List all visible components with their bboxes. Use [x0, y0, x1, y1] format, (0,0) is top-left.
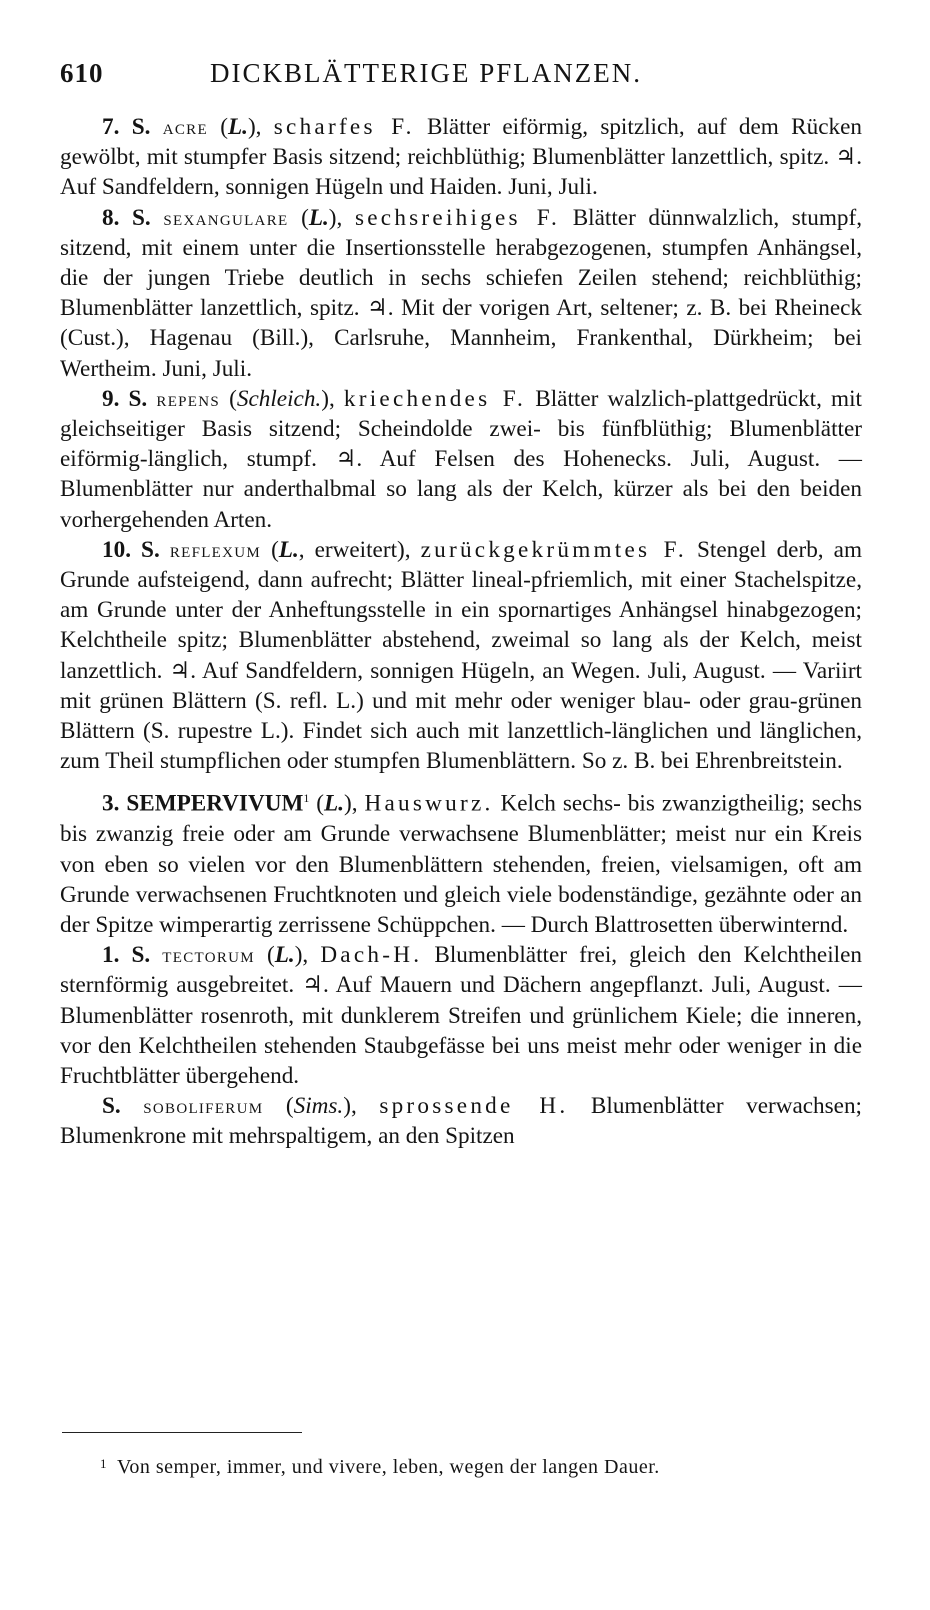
- running-title: DICKBLÄTTERIGE PFLANZEN.: [210, 58, 642, 88]
- genus-authority: L.: [324, 791, 344, 818]
- page-header: [60, 52, 860, 92]
- genus-name: SEMPERVIVUM: [126, 791, 304, 818]
- species-epithet: repens: [156, 386, 221, 411]
- common-name: sechsreihiges F.: [354, 204, 561, 231]
- footnote-text: Von semper, immer, und vivere, leben, wegen der langen Dauer.: [117, 1456, 660, 1478]
- species-authority: L.: [227, 114, 248, 140]
- species-entry: 1. S. tectorum (L.), Dach-H. Blumenblätter frei, gleich den Kelchtheilen sternförmig ausgebreitet. ♃. Auf Mauern und Dächern angepflanzt. Juli, August. — Blumenblätter rosenroth, mit dunklerem Streifen und grünlichem Kiele; die inneren, vor den Kelchtheilen stehenden Staubgefässe bei uns meist mehr oder weniger in die Fruchtblätter übergehend.: [60, 942, 862, 1090]
- genus-description: Kelch sechs- bis zwanzigtheilig; sechs bis zwanzig freie oder am Grunde verwachsene Blumenblätter; meist nur ein Kreis von eben so vielen vor den Blumenblättern stehenden, freien, vielsamigen, oft am Grunde verwachsenen Fruchtknoten und gleich viele bodenständige, gezähnte oder an der Spitze wimperartig zerrissene Schüppchen. — Durch Blattrosetten überwinternd.: [60, 791, 862, 939]
- genus-number: 3.: [102, 791, 120, 818]
- page-number: 610: [60, 58, 104, 88]
- species-number: 8. S.: [102, 204, 151, 231]
- species-description: Stengel derb, am Grunde aufsteigend, dann aufrecht; Blätter lineal-pfriemlich, mit einer Stachelspitze, am Grunde unter der Anheftungsstelle in ein spornartiges Anhängsel hinabgezogen; Kelchtheile spitz; Blumenblätter abstehend, zweimal so lang als der Kelch, meist lanzettlich. ♃. Auf Sandfeldern, sonnigen Hügeln, an Wegen. Juli, August. — Variirt mit grünen Blättern (S. refl. L.) und mit mehr oder weniger blau- oder grau-grünen Blättern (S. rupestre L.). Findet sich auch mit lanzettlich-länglichen und länglichen, zum Theil stumpflichen oder stumpfen Blumenblättern. So z. B. bei Ehrenbreitstein.: [60, 536, 862, 775]
- species-authority: Schleich.: [236, 385, 322, 412]
- species-entry: S. soboliferum (Sims.), sprossende H. Blumenblätter verwachsen; Blumenkrone mit mehrspaltigem, an den Spitzen: [60, 1093, 862, 1150]
- species-authority: L.: [308, 204, 329, 231]
- common-name: kriechendes F.: [343, 385, 527, 412]
- species-description: Blumenblätter frei, gleich den Kelchtheilen sternförmig ausgebreitet. ♃. Auf Mauern und Dächern angepflanzt. Juli, August. — Blumenblätter rosenroth, mit dunklerem Streifen und grünlichem Kiele; die inneren, vor den Kelchtheilen stehenden Staubgefässe bei uns meist mehr oder weniger in die Fruchtblätter übergehend.: [60, 942, 862, 1090]
- page-body: [60, 112, 862, 1152]
- footnote-mark: 1: [100, 1456, 107, 1471]
- species-entry: 7. S. acre (L.), scharfes F. Blätter eiförmig, spitzlich, auf dem Rücken gewölbt, mit stumpfer Basis sitzend; reichblüthig; Blumenblätter lanzettlich, spitz. ♃. Auf Sandfeldern, sonnigen Hügeln und Haiden. Juni, Juli.: [60, 114, 862, 201]
- genus-entry: 3. SEMPERVIVUM$^1$ (L.), Hauswurz. Kelch sechs- bis zwanzigtheilig; sechs bis zwanzig freie oder am Grunde verwachsene Blumenblätter; meist nur ein Kreis von eben so vielen vor den Blumenblättern stehenden, freien, vielsamigen, oft am Grunde verwachsenen Fruchtknoten und gleich viele bodenständige, gezähnte oder an der Spitze wimperartig zerrissene Schüppchen. — Durch Blattrosetten überwinternd.: [60, 791, 862, 939]
- common-name: scharfes F.: [273, 114, 415, 140]
- species-entry: 8. S. sexangulare (L.), sechsreihiges F. Blätter dünnwalzlich, stumpf, sitzend, mit einem unter die Insertionsstelle herabgezogenen, stumpfen Anhängsel, die der jungen Triebe deutlich in sechs schiefen Zeilen stehend; reichblüthig; Blumenblätter lanzettlich, spitz. ♃. Mit der vorigen Art, seltener; z. B. bei Rheineck (Cust.), Hagenau (Bill.), Carlsruhe, Mannheim, Frankenthal, Dürkheim; bei Wertheim. Juni, Juli.: [60, 204, 862, 382]
- species-description: Blumenblätter verwachsen; Blumenkrone mit mehrspaltigem, an den Spitzen: [60, 1093, 862, 1150]
- species-authority: L.: [274, 942, 295, 969]
- species-epithet: acre: [162, 115, 208, 139]
- species-number: 10. S.: [102, 536, 160, 563]
- species-description: Blätter dünnwalzlich, stumpf, sitzend, mit einem unter die Insertionsstelle herabgezogenen, stumpfen Anhängsel, die der jungen Triebe deutlich in sechs schiefen Zeilen stehend; reichblüthig; Blumenblätter lanzettlich, spitz. ♃. Mit der vorigen Art, seltener; z. B. bei Rheineck (Cust.), Hagenau (Bill.), Carlsruhe, Mannheim, Frankenthal, Dürkheim; bei Wertheim. Juni, Juli.: [60, 204, 862, 382]
- species-number: 1. S.: [102, 942, 151, 969]
- footnote-reference: 1: [303, 791, 310, 806]
- species-epithet: soboliferum: [143, 1094, 264, 1119]
- species-authority: Sims.: [293, 1093, 344, 1120]
- species-epithet: sexangulare: [163, 205, 289, 230]
- species-epithet: reflexum: [169, 537, 262, 562]
- species-number: 7. S.: [102, 114, 151, 140]
- footnote: [100, 1456, 860, 1479]
- common-name: zurückgekrümmtes F.: [420, 536, 687, 563]
- species-number: 9. S.: [102, 385, 148, 412]
- species-entry: 9. S. repens (Schleich.), kriechendes F. Blätter walzlich-plattgedrückt, mit gleichseitiger Basis sitzend; Scheindolde zwei- bis fünfblüthig; Blumenblätter eiförmig-länglich, stumpf. ♃. Auf Felsen des Hohenecks. Juli, August. — Blumenblätter nur anderthalbmal so lang als der Kelch, kürzer als bei den beiden vorhergehenden Arten.: [60, 385, 862, 533]
- footnote-rule: [62, 1432, 302, 1433]
- species-description: Blätter walzlich-plattgedrückt, mit gleichseitiger Basis sitzend; Scheindolde zwei- bis fünfblüthig; Blumenblätter eiförmig-länglich, stumpf. ♃. Auf Felsen des Hohenecks. Juli, August. — Blumenblätter nur anderthalbmal so lang als der Kelch, kürzer als bei den beiden vorhergehenden Arten.: [60, 385, 862, 533]
- species-description: Blätter eiförmig, spitzlich, auf dem Rücken gewölbt, mit stumpfer Basis sitzend; reichblüthig; Blumenblätter lanzettlich, spitz. ♃. Auf Sandfeldern, sonnigen Hügeln und Haiden. Juni, Juli.: [60, 114, 862, 201]
- species-entry: 10. S. reflexum (L., erweitert), zurückgekrümmtes F. Stengel derb, am Grunde aufsteigend, dann aufrecht; Blätter lineal-pfriemlich, mit einer Stachelspitze, am Grunde unter der Anheftungsstelle in ein spornartiges Anhängsel hinabgezogen; Kelchtheile spitz; Blumenblätter abstehend, zweimal so lang als der Kelch, meist lanzettlich. ♃. Auf Sandfeldern, sonnigen Hügeln, an Wegen. Juli, August. — Variirt mit grünen Blättern (S. refl. L.) und mit mehr oder weniger blau- oder grau-grünen Blättern (S. rupestre L.). Findet sich auch mit lanzettlich-länglichen und länglichen, zum Theil stumpflichen oder stumpfen Blumenblättern. So z. B. bei Ehrenbreitstein.: [60, 536, 862, 775]
- common-name: Hauswurz.: [364, 791, 494, 818]
- species-epithet: tectorum: [162, 943, 255, 968]
- species-authority: L.: [278, 536, 299, 563]
- species-number: S.: [102, 1093, 121, 1120]
- common-name: sprossende H.: [379, 1093, 569, 1120]
- common-name: Dach-H.: [320, 942, 423, 969]
